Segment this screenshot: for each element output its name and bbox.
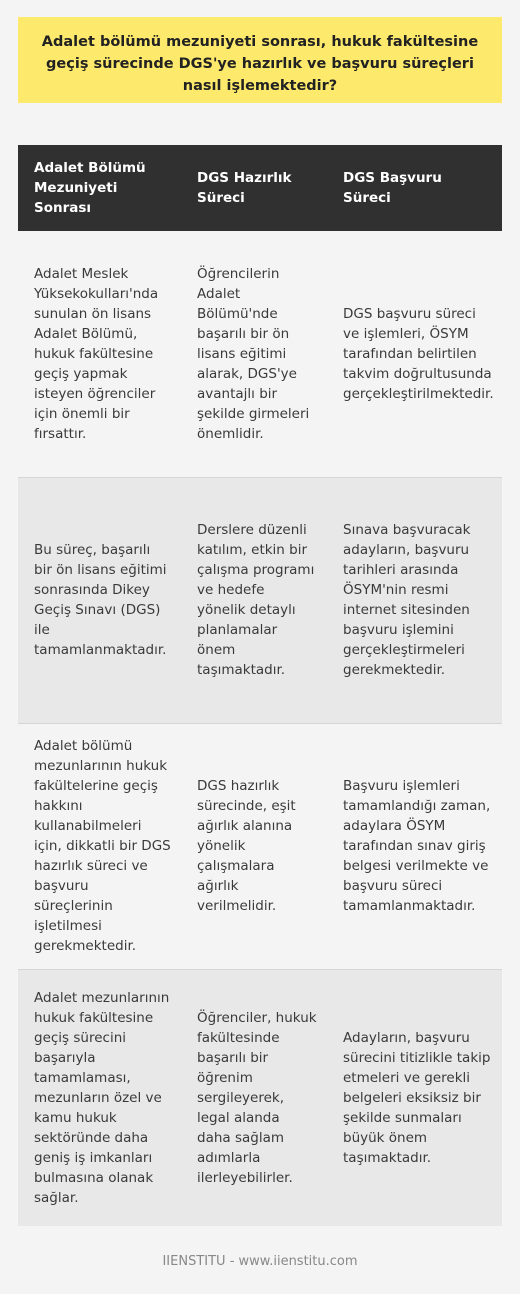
table-row [18,723,502,969]
table-cell: Sınava başvuracak adayların, başvuru tarihleri arasında ÖSYM'nin resmi internet sitesinden başvuru işlemini gerçekleştirmeleri gerekmektedir. [327,477,502,723]
table-cell: Adayların, başvuru sürecini titizlikle takip etmeleri ve gerekli belgeleri eksiksiz bir şekilde sunmaları büyük önem taşımaktadır. [327,969,502,1226]
table-cell: DGS hazırlık sürecinde, eşit ağırlık alanına yönelik çalışmalara ağırlık verilmelidir. [181,723,327,969]
comparison-table [18,145,502,1226]
table-cell: Derslere düzenli katılım, etkin bir çalışma programı ve hedefe yönelik detaylı planlamalar önem taşımaktadır. [181,477,327,723]
table-cell: Öğrencilerin Adalet Bölümü'nde başarılı bir ön lisans eğitimi alarak, DGS'ye avantajlı bir şekilde girmeleri önemlidir. [181,231,327,477]
column-header: DGS Hazırlık Süreci [181,145,327,231]
table-cell: Adalet Meslek Yüksekokulları'nda sunulan ön lisans Adalet Bölümü, hukuk fakültesine geçiş yapmak isteyen öğrenciler için önemli bir fırsattır. [18,231,181,477]
column-header: DGS Başvuru Süreci [327,145,502,231]
title-banner [18,17,502,103]
footer-credit: IIENSTITU - www.iienstitu.com [162,1254,358,1269]
table-cell: Başvuru işlemleri tamamlandığı zaman, adaylara ÖSYM tarafından sınav giriş belgesi verilmekte ve başvuru süreci tamamlanmaktadır. [327,723,502,969]
table-row [18,231,502,477]
table-cell: Adalet bölümü mezunlarının hukuk fakültelerine geçiş hakkını kullanabilmeleri için, dikkatli bir DGS hazırlık süreci ve başvuru süreçlerinin işletilmesi gerekmektedir. [18,723,181,969]
table-row [18,969,502,1226]
table-cell: DGS başvuru süreci ve işlemleri, ÖSYM tarafından belirtilen takvim doğrultusunda gerçekleştirilmektedir. [327,231,502,477]
table-cell: Öğrenciler, hukuk fakültesinde başarılı bir öğrenim sergileyerek, legal alanda daha sağlam adımlarla ilerleyebilirler. [181,969,327,1226]
table-cell: Bu süreç, başarılı bir ön lisans eğitimi sonrasında Dikey Geçiş Sınavı (DGS) ile tamamlanmaktadır. [18,477,181,723]
table-header-row [18,145,502,231]
column-header: Adalet Bölümü Mezuniyeti Sonrası [18,145,181,231]
table-row [18,477,502,723]
page-title: Adalet bölümü mezuniyeti sonrası, hukuk fakültesine geçiş sürecinde DGS'ye hazırlık ve başvuru süreçleri nasıl işlemektedir? [41,34,479,94]
table-cell: Adalet mezunlarının hukuk fakültesine geçiş sürecini başarıyla tamamlaması, mezunların özel ve kamu hukuk sektöründe daha geniş iş imkanları bulmasına olanak sağlar. [18,969,181,1226]
